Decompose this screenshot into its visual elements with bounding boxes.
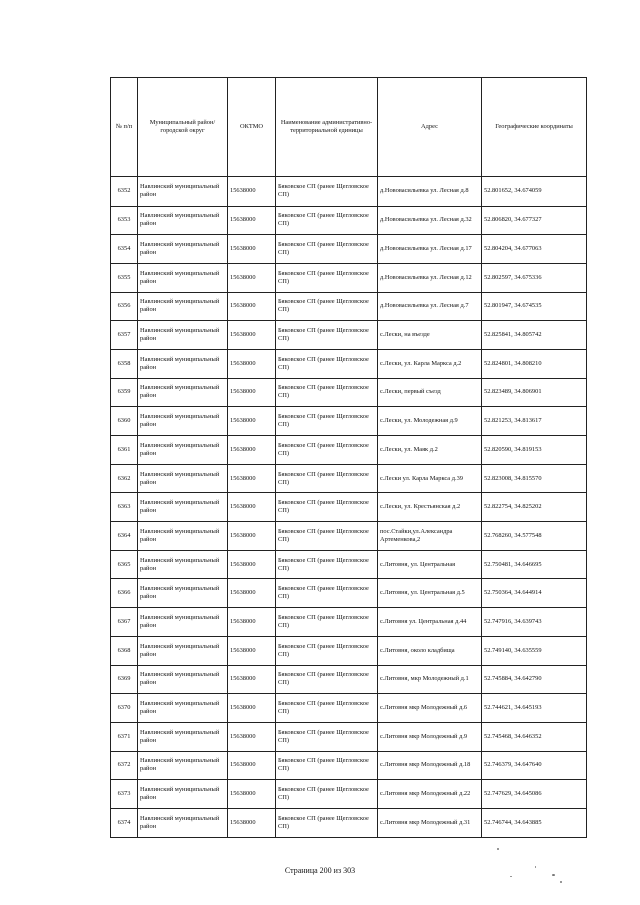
cell-district: Навлинский муниципальный район [138,206,228,235]
cell-district: Навлинский муниципальный район [138,493,228,522]
table-row [111,436,587,465]
cell-oktmo: 15638000 [228,206,276,235]
cell-oktmo: 15638000 [228,579,276,608]
table-row [111,694,587,723]
scan-speck [497,848,499,850]
cell-oktmo: 15638000 [228,694,276,723]
cell-coordinates: 52.768260, 34.577548 [482,522,587,551]
cell-number: 6366 [111,579,138,608]
cell-admin-unit: Бяковское СП (ранее Щегловское СП) [276,493,378,522]
cell-number: 6353 [111,206,138,235]
table-row [111,321,587,350]
cell-coordinates: 52.802597, 34.675336 [482,263,587,292]
table-row [111,608,587,637]
table-row [111,292,587,321]
cell-coordinates: 52.747629, 34.645086 [482,780,587,809]
cell-district: Навлинский муниципальный район [138,436,228,465]
cell-coordinates: 52.745884, 34.642790 [482,665,587,694]
cell-coordinates: 52.820590, 34.819153 [482,436,587,465]
cell-admin-unit: Бяковское СП (ранее Щегловское СП) [276,579,378,608]
cell-number: 6369 [111,665,138,694]
cell-oktmo: 15638000 [228,436,276,465]
cell-number: 6372 [111,751,138,780]
cell-admin-unit: Бяковское СП (ранее Щегловское СП) [276,751,378,780]
cell-number: 6358 [111,349,138,378]
cell-address: с.Лески, первый съезд [378,378,482,407]
cell-district: Навлинский муниципальный район [138,349,228,378]
table-row [111,464,587,493]
cell-admin-unit: Бяковское СП (ранее Щегловское СП) [276,694,378,723]
cell-oktmo: 15638000 [228,608,276,637]
cell-address: с.Литовня, около кладбища [378,636,482,665]
cell-admin-unit: Бяковское СП (ранее Щегловское СП) [276,665,378,694]
cell-coordinates: 52.821253, 34.813617 [482,407,587,436]
table-row [111,780,587,809]
col-header-number: № п/п [111,78,138,177]
cell-district: Навлинский муниципальный район [138,694,228,723]
cell-oktmo: 15638000 [228,177,276,207]
cell-oktmo: 15638000 [228,235,276,264]
cell-number: 6352 [111,177,138,207]
cell-admin-unit: Бяковское СП (ранее Щегловское СП) [276,177,378,207]
cell-admin-unit: Бяковское СП (ранее Щегловское СП) [276,522,378,551]
cell-admin-unit: Бяковское СП (ранее Щегловское СП) [276,436,378,465]
cell-address: с.Литовня, ул. Центральная д.5 [378,579,482,608]
table-row [111,665,587,694]
cell-district: Навлинский муниципальный район [138,378,228,407]
cell-number: 6354 [111,235,138,264]
cell-number: 6357 [111,321,138,350]
table-row [111,263,587,292]
cell-coordinates: 52.801652, 34.674059 [482,177,587,207]
cell-address: с.Литовня мкр Молодежный д.22 [378,780,482,809]
cell-district: Навлинский муниципальный район [138,292,228,321]
cell-district: Навлинский муниципальный район [138,321,228,350]
table-row [111,579,587,608]
cell-oktmo: 15638000 [228,665,276,694]
cell-district: Навлинский муниципальный район [138,522,228,551]
cell-district: Навлинский муниципальный район [138,579,228,608]
table-row [111,751,587,780]
scan-speck [552,874,555,876]
col-header-oktmo: ОКТМО [228,78,276,177]
cell-number: 6367 [111,608,138,637]
col-header-address: Адрес [378,78,482,177]
cell-admin-unit: Бяковское СП (ранее Щегловское СП) [276,722,378,751]
cell-address: д.Нововасильевка ул. Лесная д.7 [378,292,482,321]
cell-coordinates: 52.746379, 34.647640 [482,751,587,780]
table-row [111,808,587,837]
cell-district: Навлинский муниципальный район [138,235,228,264]
cell-coordinates: 52.746744, 34.643885 [482,808,587,837]
cell-address: с.Литовня мкр Молодежный д.31 [378,808,482,837]
cell-district: Навлинский муниципальный район [138,780,228,809]
cell-oktmo: 15638000 [228,751,276,780]
cell-coordinates: 52.804204, 34.677063 [482,235,587,264]
cell-number: 6371 [111,722,138,751]
cell-address: с.Лески, ул. Крестьянская д.2 [378,493,482,522]
cell-address: д.Нововасильевка ул. Лесная д.12 [378,263,482,292]
cell-oktmo: 15638000 [228,378,276,407]
cell-address: с.Литовня ул. Центральная д.44 [378,608,482,637]
cell-oktmo: 15638000 [228,550,276,579]
cell-district: Навлинский муниципальный район [138,407,228,436]
cell-admin-unit: Бяковское СП (ранее Щегловское СП) [276,808,378,837]
cell-address: д.Нововасильевка ул. Лесная д.8 [378,177,482,207]
cell-admin-unit: Бяковское СП (ранее Щегловское СП) [276,263,378,292]
scan-speck [560,881,562,883]
cell-district: Навлинский муниципальный район [138,751,228,780]
cell-district: Навлинский муниципальный район [138,550,228,579]
cell-admin-unit: Бяковское СП (ранее Щегловское СП) [276,464,378,493]
cell-coordinates: 52.744621, 34.645193 [482,694,587,723]
cell-oktmo: 15638000 [228,321,276,350]
cell-oktmo: 15638000 [228,722,276,751]
cell-admin-unit: Бяковское СП (ранее Щегловское СП) [276,378,378,407]
cell-oktmo: 15638000 [228,808,276,837]
cell-address: с.Лески, ул. Молодежная д.9 [378,407,482,436]
cell-coordinates: 52.750364, 34.644914 [482,579,587,608]
cell-oktmo: 15638000 [228,407,276,436]
table-row [111,636,587,665]
cell-oktmo: 15638000 [228,464,276,493]
cell-oktmo: 15638000 [228,522,276,551]
cell-admin-unit: Бяковское СП (ранее Щегловское СП) [276,636,378,665]
table-row [111,349,587,378]
cell-address: с.Лески ул. Карла Маркса д.39 [378,464,482,493]
cell-admin-unit: Бяковское СП (ранее Щегловское СП) [276,780,378,809]
cell-admin-unit: Бяковское СП (ранее Щегловское СП) [276,321,378,350]
cell-oktmo: 15638000 [228,349,276,378]
cell-address: с.Литовня мкр Молодежный д.18 [378,751,482,780]
cell-number: 6364 [111,522,138,551]
cell-coordinates: 52.801947, 34.674535 [482,292,587,321]
page-number: Страница 200 из 303 [284,866,356,875]
cell-number: 6361 [111,436,138,465]
cell-number: 6363 [111,493,138,522]
table-row [111,522,587,551]
cell-number: 6359 [111,378,138,407]
cell-admin-unit: Бяковское СП (ранее Щегловское СП) [276,235,378,264]
col-header-district: Муниципальный район/городской округ [138,78,228,177]
cell-oktmo: 15638000 [228,636,276,665]
cell-number: 6368 [111,636,138,665]
col-header-coordinates: Географические координаты [482,78,587,177]
cell-coordinates: 52.823489, 34.806901 [482,378,587,407]
cell-district: Навлинский муниципальный район [138,808,228,837]
cell-admin-unit: Бяковское СП (ранее Щегловское СП) [276,349,378,378]
cell-coordinates: 52.823008, 34.815570 [482,464,587,493]
cell-coordinates: 52.749140, 34.635559 [482,636,587,665]
table-row [111,206,587,235]
cell-admin-unit: Бяковское СП (ранее Щегловское СП) [276,608,378,637]
cell-district: Навлинский муниципальный район [138,263,228,292]
scan-speck [510,876,512,877]
cell-coordinates: 52.745468, 34.646352 [482,722,587,751]
cell-oktmo: 15638000 [228,780,276,809]
cell-address: с.Лески, на въезде [378,321,482,350]
cell-number: 6373 [111,780,138,809]
cell-coordinates: 52.750481, 34.646695 [482,550,587,579]
cell-address: с.Лески, ул. Маяк д.2 [378,436,482,465]
cell-address: д.Нововасильевка ул. Лесная д.32 [378,206,482,235]
cell-oktmo: 15638000 [228,493,276,522]
cell-coordinates: 52.806820, 34.677327 [482,206,587,235]
table-row [111,493,587,522]
cell-admin-unit: Бяковское СП (ранее Щегловское СП) [276,407,378,436]
table-row [111,235,587,264]
cell-address: с.Литовня, ул. Центральная [378,550,482,579]
cell-district: Навлинский муниципальный район [138,665,228,694]
cell-address: пос.Стайки,ул.Александра Артеменкова,2 [378,522,482,551]
cell-number: 6362 [111,464,138,493]
scan-speck [535,866,536,868]
table-row [111,177,587,207]
table-row [111,550,587,579]
cell-address: с.Литовня, мкр Молодежный д.1 [378,665,482,694]
cell-address: с.Литовня мкр Молодежный д.6 [378,694,482,723]
cell-district: Навлинский муниципальный район [138,636,228,665]
cell-district: Навлинский муниципальный район [138,722,228,751]
cell-district: Навлинский муниципальный район [138,177,228,207]
cell-number: 6355 [111,263,138,292]
cell-address: с.Лески, ул. Карла Маркса д.2 [378,349,482,378]
cell-number: 6360 [111,407,138,436]
cell-number: 6356 [111,292,138,321]
cell-district: Навлинский муниципальный район [138,464,228,493]
data-table [110,77,587,838]
header-row [111,78,587,177]
cell-coordinates: 52.747916, 34.639743 [482,608,587,637]
cell-coordinates: 52.822754, 34.825202 [482,493,587,522]
cell-address: д.Нововасильевка ул. Лесная д.17 [378,235,482,264]
cell-address: с.Литовня мкр Молодежный д.9 [378,722,482,751]
cell-admin-unit: Бяковское СП (ранее Щегловское СП) [276,292,378,321]
cell-admin-unit: Бяковское СП (ранее Щегловское СП) [276,206,378,235]
cell-coordinates: 52.825841, 34.805742 [482,321,587,350]
cell-number: 6374 [111,808,138,837]
col-header-admin-unit: Наименование административно-территориальной единицы [276,78,378,177]
table-row [111,722,587,751]
cell-coordinates: 52.824801, 34.808210 [482,349,587,378]
cell-district: Навлинский муниципальный район [138,608,228,637]
cell-admin-unit: Бяковское СП (ранее Щегловское СП) [276,550,378,579]
cell-oktmo: 15638000 [228,263,276,292]
table-row [111,407,587,436]
table-row [111,378,587,407]
cell-oktmo: 15638000 [228,292,276,321]
cell-number: 6370 [111,694,138,723]
cell-number: 6365 [111,550,138,579]
